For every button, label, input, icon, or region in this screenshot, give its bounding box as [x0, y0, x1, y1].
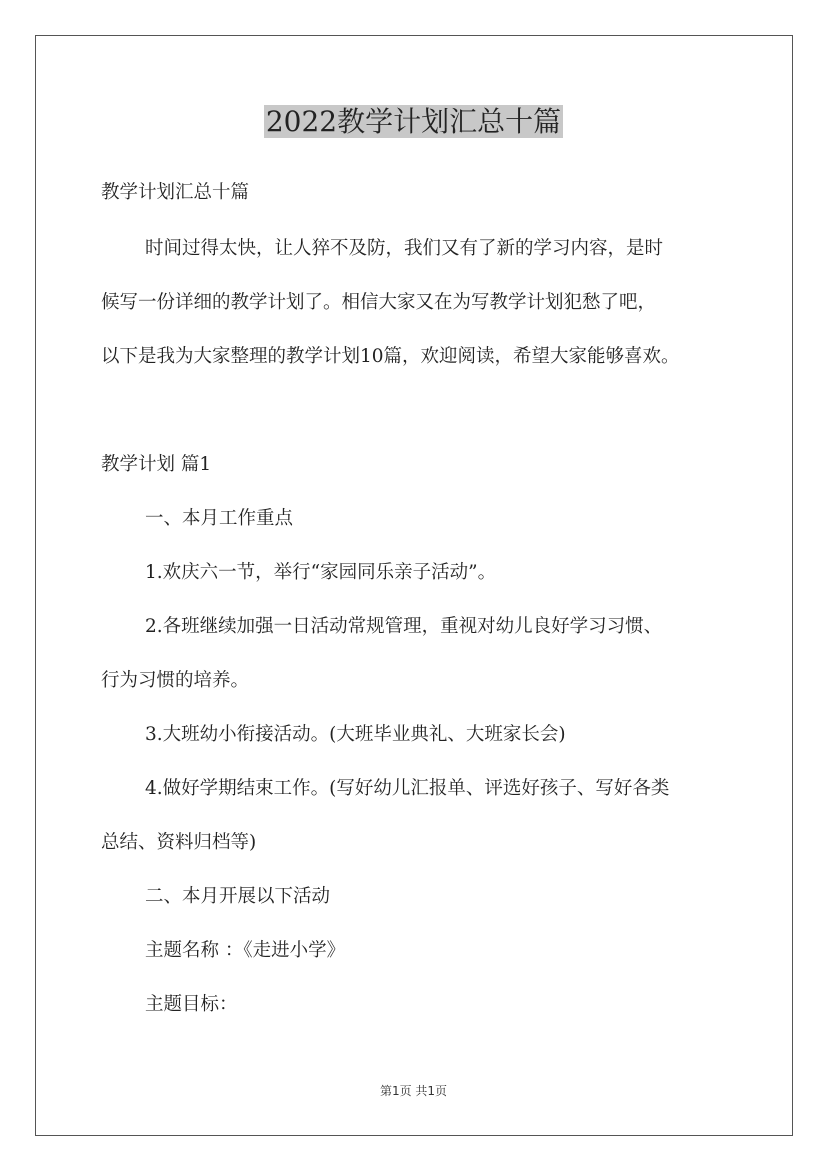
subtitle: 教学计划汇总十篇: [101, 182, 250, 203]
intro-line-3: 以下是我为大家整理的教学计划10篇，欢迎阅读，希望大家能够喜欢。: [101, 346, 680, 367]
section-heading: 教学计划 篇1: [101, 454, 212, 475]
focus-heading: 一、本月工作重点: [145, 508, 294, 529]
title-text: 2022教学计划汇总十篇: [265, 105, 562, 138]
page-footer: 第1页 共1页: [379, 1084, 448, 1098]
item-1: 1.欢庆六一节，举行“家园同乐亲子活动”。: [145, 562, 497, 583]
item-3: 3.大班幼小衔接活动。(大班毕业典礼、大班家长会): [145, 724, 566, 745]
item-2-line-1: 2.各班继续加强一日活动常规管理，重视对幼儿良好学习习惯、: [145, 616, 663, 637]
item-4-line-2: 总结、资料归档等): [101, 832, 257, 853]
intro-line-1: 时间过得太快，让人猝不及防，我们又有了新的学习内容，是时: [145, 238, 664, 259]
intro-line-2: 候写一份详细的教学计划了。相信大家又在为写教学计划犯愁了吧，: [101, 292, 657, 313]
document-title: [0, 100, 827, 144]
activities-heading: 二、本月开展以下活动: [145, 886, 331, 907]
theme-goal: 主题目标：: [145, 994, 238, 1015]
item-2-line-2: 行为习惯的培养。: [101, 670, 250, 691]
theme-name: 主题名称 ：《走进小学》: [145, 940, 346, 961]
item-4-line-1: 4.做好学期结束工作。(写好幼儿汇报单、评选好孩子、写好各类: [145, 778, 670, 799]
